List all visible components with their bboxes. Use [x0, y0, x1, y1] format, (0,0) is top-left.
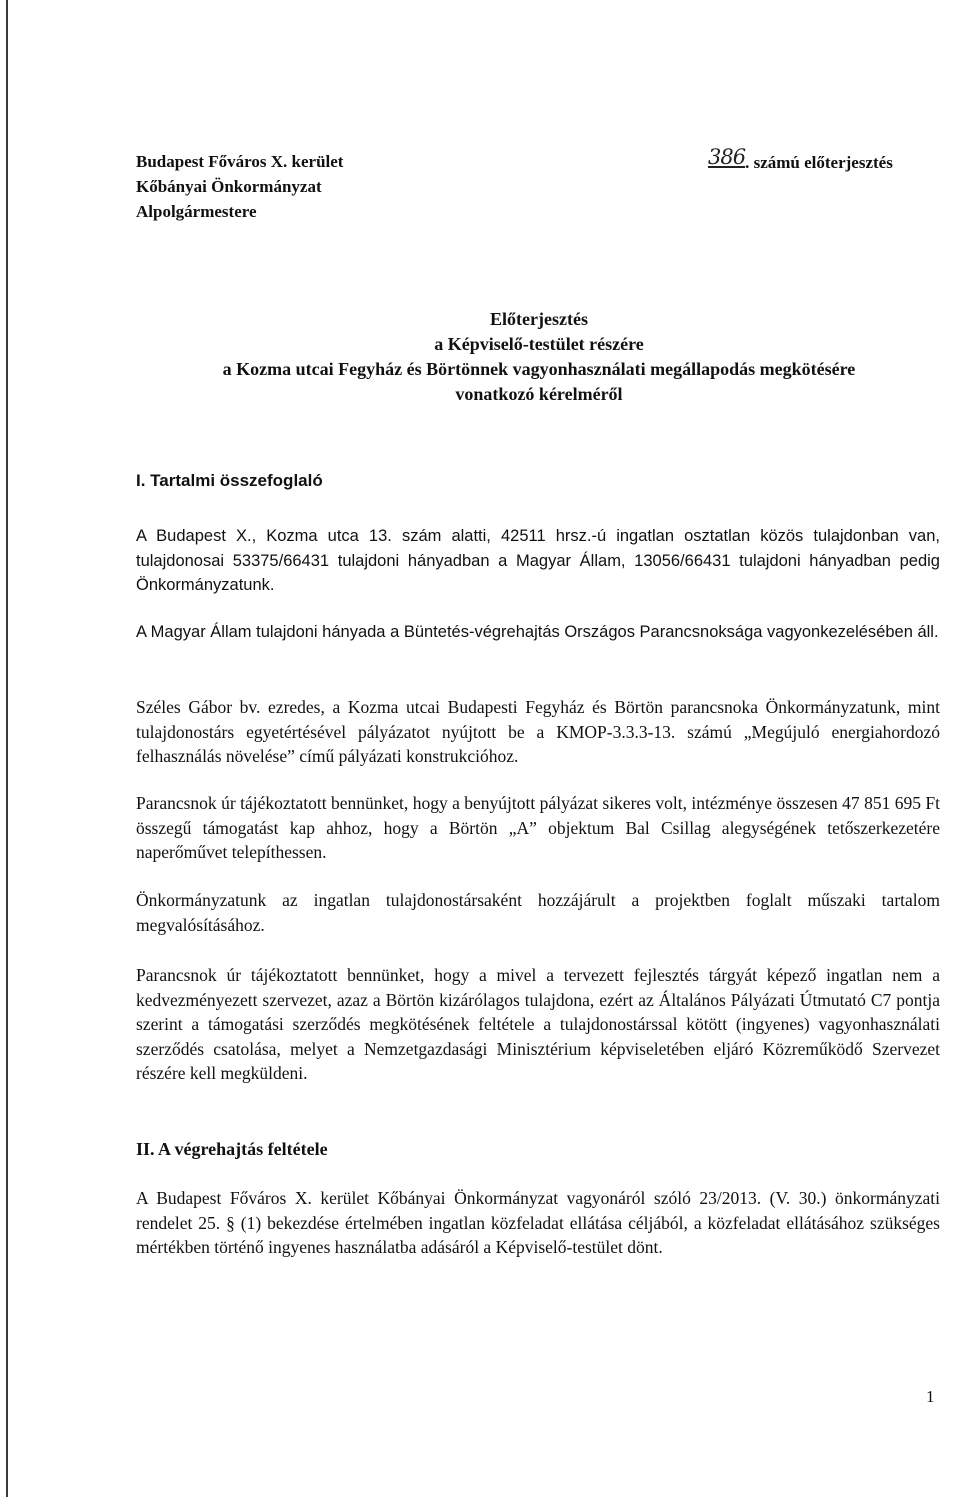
- paragraph-state-share: A Magyar Állam tulajdoni hányada a Büntetés-végrehajtás Országos Parancsnoksága vagyonkezelésében áll.: [136, 623, 939, 641]
- title-line-1: Előterjesztés: [490, 309, 588, 329]
- paragraph-ownership: A Budapest X., Kozma utca 13. szám alatti, 42511 hrsz.-ú ingatlan osztatlan közös tulajdonban van, tulajdonosai 53375/66431 tulajdoni hányadban a Magyar Állam, 13056/66431 tulajdoni hányadban pedig Önkormányzatunk.: [136, 527, 940, 594]
- condition-heading: II. A végrehajtás feltétele: [136, 1139, 328, 1159]
- paragraph-grant: Parancsnok úr tájékoztatott bennünket, hogy a benyújtott pályázat sikeres volt, intézménye összesen 47 851 695 Ft összegű támogatást kap ahhoz, hogy a Börtön „A” objektum Bal Csillag alegységének tetőszerkezetére naperőművet telepíthessen.: [136, 793, 940, 862]
- document-number-label: . számú előterjesztés: [745, 153, 893, 172]
- paragraph-contract-requirement: Parancsnok úr tájékoztatott bennünket, hogy a mivel a tervezett fejlesztés tárgyát képező ingatlan nem a kedvezményezett szervezet, azaz a Börtön kizárólagos tulajdona, ezért az Általános Pályázati Útmutató C7 pontja szerint a támogatási szerződés megkötésének feltétele a tulajdonostárssal kötött (ingyenes) vagyonhasználati szerződés csatolása, melyet a Nemzetgazdasági Minisztérium képviseletében eljáró Közreműködő Szervezet részére kell megküldeni.: [136, 965, 940, 1083]
- paragraph-consent: Önkormányzatunk az ingatlan tulajdonostársaként hozzájárult a projektben foglalt műszaki tartalom megvalósításához.: [136, 890, 940, 935]
- issuer-line-2: Kőbányai Önkormányzat: [136, 177, 322, 196]
- page-number: 1: [926, 1387, 935, 1406]
- issuer-line-1: Budapest Főváros X. kerület: [136, 152, 344, 171]
- issuer-block: [136, 149, 343, 224]
- paragraph-regulation: A Budapest Főváros X. kerület Kőbányai Önkormányzat vagyonáról szóló 23/2013. (V. 30.) önkormányzati rendelet 25. § (1) bekezdése értelmében ingatlan közfeladat ellátása céljából, a közfeladat ellátásához szükséges mértékben történő ingyenes használatba adásáról a Képviselő-testület dönt.: [136, 1188, 940, 1257]
- title-line-2: a Képviselő-testület részére: [434, 334, 644, 354]
- document-number: [708, 145, 893, 175]
- handwritten-number: 386: [708, 145, 746, 169]
- summary-heading: I. Tartalmi összefoglaló: [136, 471, 323, 490]
- title-line-3: a Kozma utcai Fegyház és Börtönnek vagyonhasználati megállapodás megkötésére: [222, 359, 856, 379]
- document-title: [136, 307, 942, 407]
- title-line-4: vonatkozó kérelméről: [455, 384, 623, 404]
- issuer-line-3: Alpolgármestere: [136, 202, 257, 221]
- paragraph-application: Széles Gábor bv. ezredes, a Kozma utcai Budapesti Fegyház és Börtön parancsnoka Önkormányzatunk, mint tulajdonostárs egyetértésével pályázatot nyújtott be a KMOP-3.3.3-13. számú „Megújuló energiahordozó felhasználás növelése” című pályázati konstrukcióhoz.: [136, 697, 940, 766]
- scan-edge-line: [6, 0, 8, 1497]
